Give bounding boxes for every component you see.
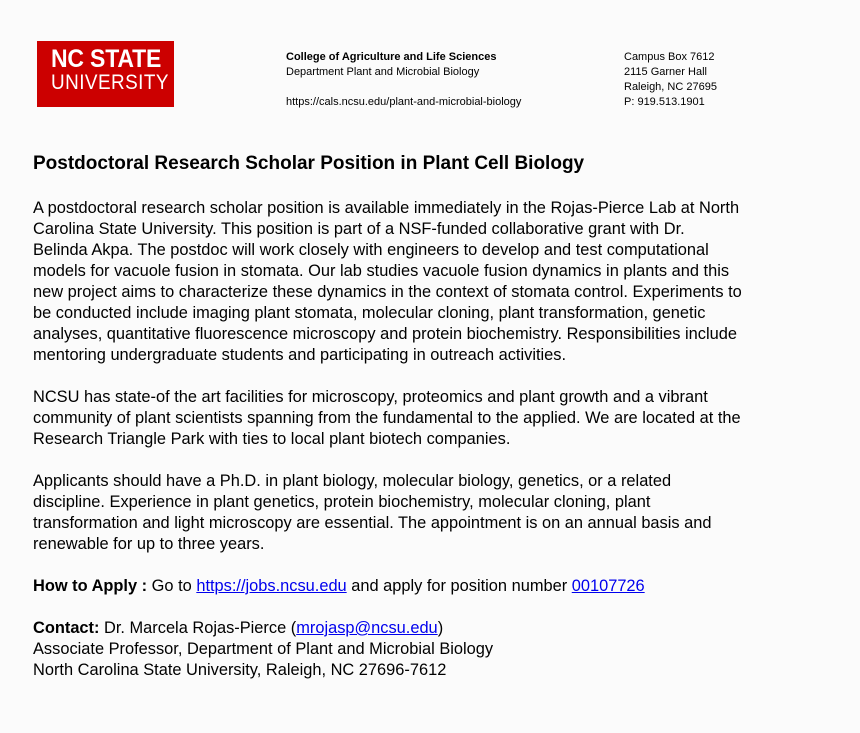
text-line: A postdoctoral research scholar position is available immediately in the Rojas-Pierce Lab at North bbox=[33, 199, 740, 217]
college-name: College of Agriculture and Life Sciences bbox=[286, 51, 497, 63]
contact-email-link[interactable]: mrojasp@ncsu.edu bbox=[296, 619, 438, 637]
text-line: transformation and light microscopy are essential. The appointment is on an annual basis and bbox=[33, 514, 712, 532]
college-block bbox=[286, 50, 521, 110]
contact-paren: ) bbox=[437, 619, 444, 637]
text-line: renewable for up to three years. bbox=[33, 535, 265, 553]
apply-line bbox=[33, 576, 833, 597]
paragraph-requirements bbox=[33, 471, 833, 555]
text-line: mentoring undergraduate students and participating in outreach activities. bbox=[33, 346, 567, 364]
contact-title: Associate Professor, Department of Plant and Microbial Biology bbox=[33, 640, 494, 658]
contact-address: North Carolina State University, Raleigh, NC 27696-7612 bbox=[33, 661, 447, 679]
contact-name: Dr. Marcela Rojas-Pierce ( bbox=[99, 619, 297, 637]
logo-line1: NC STATE bbox=[51, 45, 162, 73]
text-line: models for vacuole fusion in stomata. Our lab studies vacuole fusion dynamics in plants and this bbox=[33, 262, 730, 280]
text-line: NCSU has state-of the art facilities for microscopy, proteomics and plant growth and a vibrant bbox=[33, 388, 708, 406]
text-line: discipline. Experience in plant genetics, protein biochemistry, molecular cloning, plant bbox=[33, 493, 651, 511]
apply-text: and apply for position number bbox=[346, 577, 572, 595]
apply-label: How to Apply : bbox=[33, 577, 148, 595]
contact-block bbox=[33, 618, 833, 681]
contact-label: Contact: bbox=[33, 619, 100, 637]
paragraph-facilities bbox=[33, 387, 833, 450]
position-number-link[interactable]: 00107726 bbox=[571, 577, 645, 595]
text-line: analyses, quantitative fluorescence microscopy and protein biochemistry. Responsibilities include bbox=[33, 325, 737, 343]
ncsu-logo bbox=[37, 41, 174, 107]
apply-text: Go to bbox=[147, 577, 197, 595]
address-line: Campus Box 7612 bbox=[624, 51, 715, 63]
text-line: new project aims to characterize these dynamics in the context of stomata control. Experiments to bbox=[33, 283, 742, 301]
address-block bbox=[624, 50, 717, 110]
text-line: be conducted include imaging plant stomata, molecular cloning, plant transformation, genetic bbox=[33, 304, 706, 322]
department-url[interactable]: https://cals.ncsu.edu/plant-and-microbial-biology bbox=[286, 96, 522, 108]
text-line: Research Triangle Park with ties to local plant biotech companies. bbox=[33, 430, 511, 448]
paragraph-position bbox=[33, 198, 833, 366]
how-to-apply bbox=[33, 576, 833, 597]
logo-line2: UNIVERSITY bbox=[51, 71, 169, 94]
text-line: Belinda Akpa. The postdoc will work closely with engineers to develop and test computational bbox=[33, 241, 709, 259]
text-line: Applicants should have a Ph.D. in plant biology, molecular biology, genetics, or a related bbox=[33, 472, 672, 490]
address-line: Raleigh, NC 27695 bbox=[624, 81, 717, 93]
jobs-link[interactable]: https://jobs.ncsu.edu bbox=[196, 577, 347, 595]
department-name: Department Plant and Microbial Biology bbox=[286, 66, 480, 78]
text-line: community of plant scientists spanning from the fundamental to the applied. We are located at the bbox=[33, 409, 741, 427]
text-line: Carolina State University. This position is part of a NSF-funded collaborative grant with Dr. bbox=[33, 220, 685, 238]
phone-line: P: 919.513.1901 bbox=[624, 96, 705, 108]
contact-line bbox=[33, 618, 833, 639]
page-title: Postdoctoral Research Scholar Position in Plant Cell Biology bbox=[33, 153, 585, 174]
address-line: 2115 Garner Hall bbox=[624, 66, 707, 78]
letter-body bbox=[33, 198, 833, 702]
